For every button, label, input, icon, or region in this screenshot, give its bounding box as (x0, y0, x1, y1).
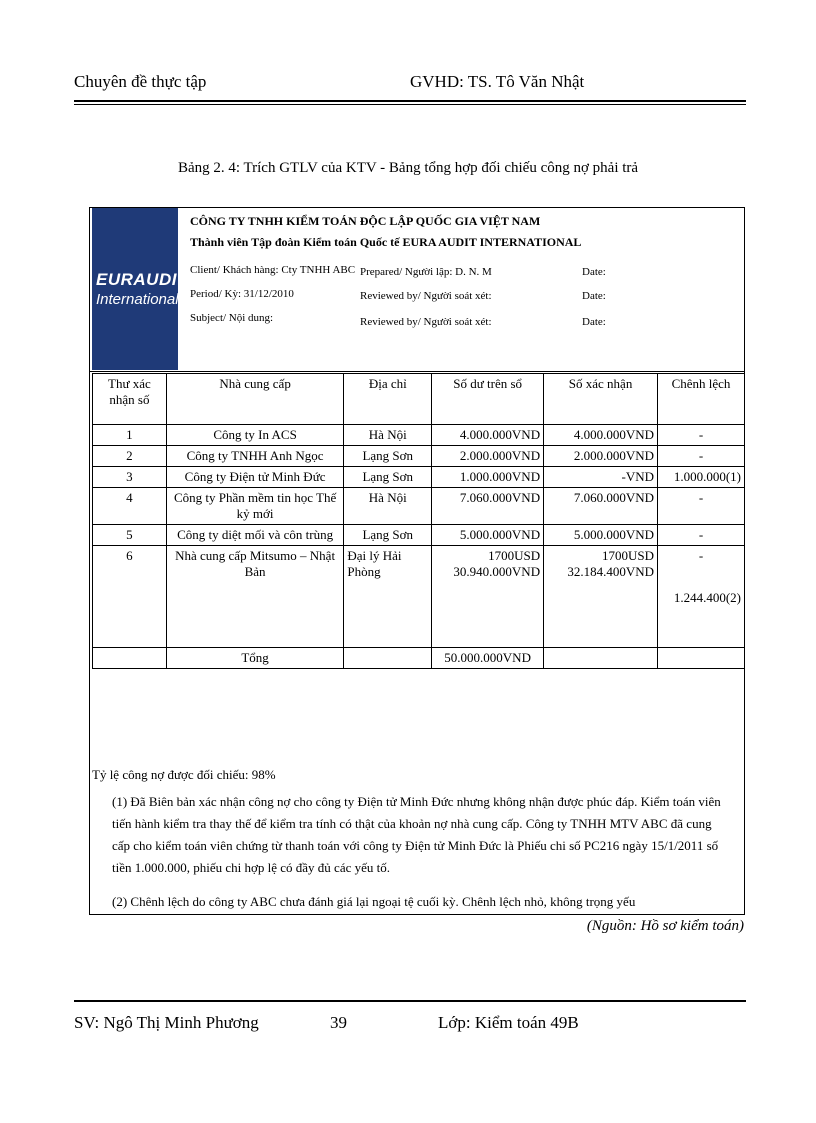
cell-diff (658, 546, 745, 648)
cell-address: Hà Nội (344, 488, 432, 525)
cell-address: Lạng Sơn (344, 467, 432, 488)
footer-class: Lớp: Kiểm toán 49B (438, 1013, 579, 1032)
cell-confirmed-vnd: 32.184.400VND (567, 564, 655, 579)
meta-date-2: Date: (582, 290, 606, 302)
company-name: CÔNG TY TNHH KIỂM TOÁN ĐỘC LẬP QUỐC GIA VIỆT NAM (190, 214, 541, 228)
cell-supplier: Công ty TNHH Anh Ngọc (166, 446, 344, 467)
cell-address: Lạng Sơn (344, 525, 432, 546)
cell-no: 5 (93, 525, 167, 546)
cell-no: 2 (93, 446, 167, 467)
cell-book: 5.000.000VND (432, 525, 544, 546)
cell-supplier: Công ty diệt mối và côn trùng (166, 525, 344, 546)
total-label: Tổng (166, 648, 344, 669)
header-rule (74, 100, 746, 102)
header-doc-title: Chuyên đề thực tập (74, 72, 207, 91)
table-total-row (93, 648, 745, 669)
header-separator (89, 371, 745, 372)
header-rule-thin (74, 104, 746, 105)
confirmation-rate: Tỷ lệ công nợ được đối chiếu: 98% (92, 767, 276, 782)
cell-diff: - (658, 488, 745, 525)
cell-diff-usd: - (698, 548, 704, 563)
table-row (93, 467, 745, 488)
cell-confirmed: 5.000.000VND (544, 525, 658, 546)
cell-no: 6 (93, 546, 167, 648)
meta-date-3: Date: (582, 316, 606, 328)
cell-no: 1 (93, 425, 167, 446)
euraudit-logo (92, 208, 188, 370)
cell-book-usd: 1700USD (488, 548, 541, 563)
cell-diff: - (658, 525, 745, 546)
col-header-confirmed-amount: Số xác nhận (544, 374, 658, 425)
table-caption: Bảng 2. 4: Trích GTLV của KTV - Bảng tổng hợp đối chiếu công nợ phải trả (177, 160, 639, 176)
cell-address: Lạng Sơn (344, 446, 432, 467)
cell-confirmed: 2.000.000VND (544, 446, 658, 467)
note-1: (1) Đã Biên bản xác nhận công nợ cho công ty Điện tử Minh Đức nhưng không nhận được phúc đáp. Kiểm toán viên tiến hành kiểm tra thay thế để kiểm tra tính có thật của khoản nợ nhà cung cấp. Công ty TNHH MTV ABC đã cung cấp cho kiểm toán viên chứng từ thanh toán với công ty Điện tử Minh Đức là Phiếu chi số PC216 ngày 15/1/2011 số tiền 1.000.000, phiếu chi hợp lệ có đầy đủ các yếu tố. (112, 794, 721, 875)
cell-diff: 1.000.000(1) (658, 467, 745, 488)
cell-supplier: Công ty Điện tử Minh Đức (166, 467, 344, 488)
table-row (93, 546, 745, 648)
table-row (93, 425, 745, 446)
source-note: (Nguồn: Hồ sơ kiểm toán) (586, 918, 744, 934)
cell-diff: - (658, 425, 745, 446)
col-header-difference: Chênh lệch (658, 374, 745, 425)
note-2: (2) Chênh lệch do công ty ABC chưa đánh giá lại ngoại tệ cuối kỳ. Chênh lệch nhỏ, không trọng yếu (112, 894, 636, 909)
col-header-supplier: Nhà cung cấp (166, 374, 344, 425)
total-value: 50.000.000VND (432, 648, 544, 669)
cell-address: Hà Nội (344, 425, 432, 446)
col-header-address: Địa chỉ (344, 374, 432, 425)
cell-confirmed: 7.060.000VND (544, 488, 658, 525)
col-header-book-balance: Số dư trên sổ (432, 374, 544, 425)
cell-no: 3 (93, 467, 167, 488)
table-row (93, 488, 745, 525)
meta-subject: Subject/ Nội dung: (190, 312, 274, 324)
cell-confirmed (544, 546, 658, 648)
cell-supplier: Công ty In ACS (166, 425, 344, 446)
cell-book: 2.000.000VND (432, 446, 544, 467)
meta-reviewed-1: Reviewed by/ Người soát xét: (360, 290, 492, 302)
cell-confirmed: 4.000.000VND (544, 425, 658, 446)
footer-student: SV: Ngô Thị Minh Phương (74, 1013, 259, 1032)
cell-confirmed-usd: 1700USD (602, 548, 655, 563)
cell-diff-vnd: 1.244.400(2) (673, 590, 741, 605)
table-row (93, 525, 745, 546)
col-header-confirmation-no: Thư xác nhận số (93, 374, 167, 425)
footer-rule (74, 1000, 746, 1002)
meta-period: Period/ Kỳ: 31/12/2010 (190, 288, 294, 300)
header-advisor: GVHD: TS. Tô Văn Nhật (410, 72, 585, 91)
table-row (93, 446, 745, 467)
cell-supplier: Công ty Phần mềm tin học Thế kỷ mới (166, 488, 344, 525)
cell-book (432, 546, 544, 648)
logo-line1: EURAUDIT (96, 270, 188, 289)
footer-page-number: 39 (330, 1013, 347, 1032)
payables-confirmation-table (92, 373, 745, 669)
table-header-row (93, 374, 745, 425)
meta-client: Client/ Khách hàng: Cty TNHH ABC (190, 264, 356, 276)
cell-book: 4.000.000VND (432, 425, 544, 446)
cell-book: 1.000.000VND (432, 467, 544, 488)
cell-no: 4 (93, 488, 167, 525)
cell-address: Đại lý Hải Phòng (344, 546, 432, 648)
cell-book-vnd: 30.940.000VND (453, 564, 541, 579)
cell-confirmed: -VND (544, 467, 658, 488)
cell-supplier: Nhà cung cấp Mitsumo – Nhật Bản (166, 546, 344, 648)
meta-reviewed-2: Reviewed by/ Người soát xét: (360, 316, 492, 328)
logo-line2: International (96, 291, 179, 308)
meta-date-1: Date: (582, 266, 606, 278)
cell-book: 7.060.000VND (432, 488, 544, 525)
cell-diff: - (658, 446, 745, 467)
company-member: Thành viên Tập đoàn Kiểm toán Quốc tế EURA AUDIT INTERNATIONAL (190, 235, 582, 249)
meta-prepared: Prepared/ Người lập: D. N. M (360, 266, 492, 278)
